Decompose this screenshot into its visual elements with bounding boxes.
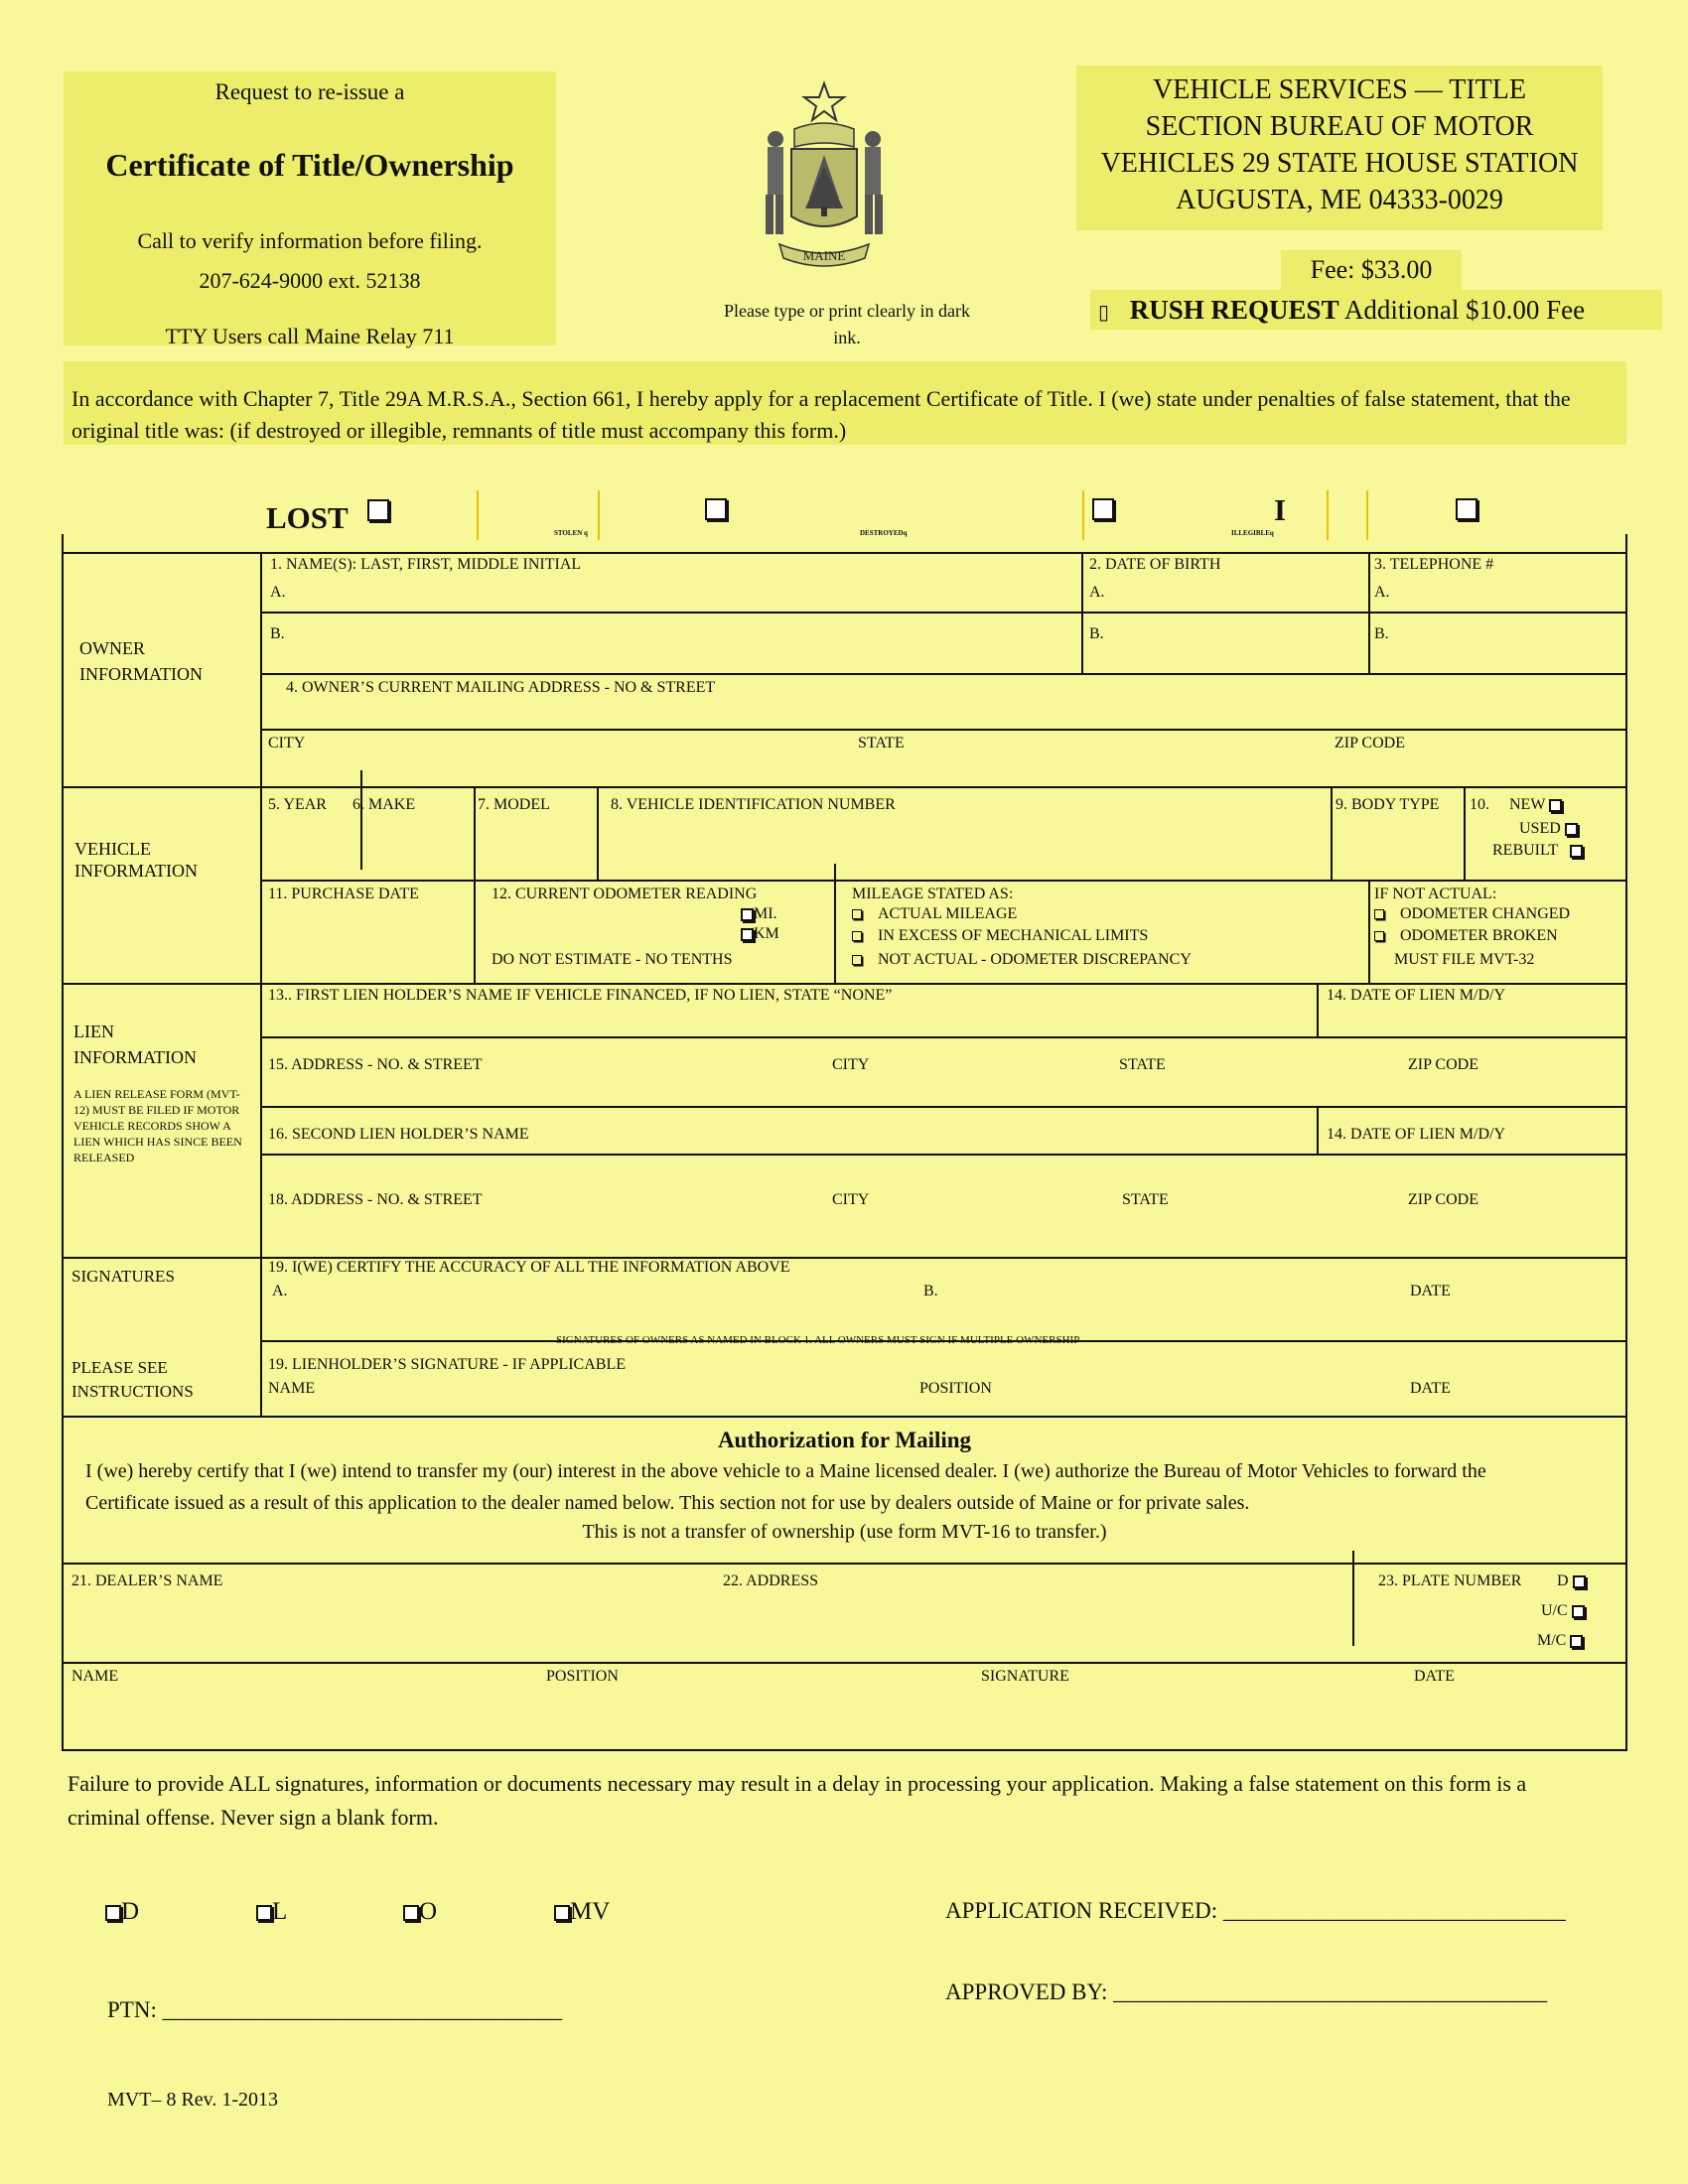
rule (62, 983, 1627, 985)
odometer-broken-label: ODOMETER BROKEN (1400, 927, 1558, 944)
rule (62, 1749, 1627, 1751)
excess-option[interactable] (852, 927, 1148, 945)
office-d-label: D (121, 1898, 140, 1925)
rule (62, 1662, 1627, 1664)
office-l-checkbox[interactable] (256, 1905, 272, 1921)
office-o-checkbox[interactable] (403, 1905, 419, 1921)
owners-sign-note: SIGNATURES OF OWNERS AS NAMED IN BLOCK 1. ALL OWNERS MUST SIGN IF MULTIPLE OWNERSHIP (556, 1334, 1080, 1346)
telephone-a-label: A. (1374, 584, 1390, 601)
mileage-stated-label: MILEAGE STATED AS: (852, 886, 1014, 902)
not-actual-label: NOT ACTUAL - ODOMETER DISCREPANCY (878, 951, 1192, 968)
form-title: Certificate of Title/Ownership (105, 147, 514, 183)
rule (260, 1106, 1627, 1108)
condition-number: 10. (1470, 796, 1489, 813)
must-file-note: MUST FILE MVT-32 (1394, 951, 1535, 968)
lienholder-signature-label: 19. LIENHOLDER’S SIGNATURE - IF APPLICABLE (268, 1356, 626, 1373)
owner-state-label: STATE (858, 735, 905, 751)
rule (1317, 1106, 1319, 1154)
rule (260, 673, 1627, 675)
seal-ribbon-text: MAINE (802, 248, 846, 263)
stolen-checkbox[interactable] (705, 498, 727, 520)
divider-mark (477, 490, 479, 540)
fee-label: Fee: $33.00 (1281, 250, 1462, 290)
divider-mark (1082, 490, 1084, 540)
new-checkbox[interactable] (1549, 799, 1562, 812)
approved-by-field[interactable]: APPROVED BY: ______________________________________ (945, 1979, 1548, 2004)
lien2-city-label: CITY (832, 1191, 870, 1208)
ink-note: Please type or print clearly in dark ink. (724, 301, 970, 347)
used-label: USED (1519, 820, 1561, 837)
rush-checkbox-icon[interactable]: ▯ (1098, 300, 1110, 324)
agency-address: VEHICLE SERVICES — TITLE SECTION BUREAU OF MOTOR VEHICLES 29 STATE HOUSE STATION AUGUSTA, ME 04333-0029 (1076, 66, 1603, 230)
telephone-b-label: B. (1374, 625, 1389, 642)
lien2-zip-label: ZIP CODE (1408, 1191, 1478, 1208)
mailing-body: I (we) hereby certify that I (we) intend to transfer my (our) interest in the above vehicle to a Maine licensed dealer. I (we) authorize the Bureau of Motor Vehicles to forward the Certificate issued as a result of this application to the dealer named below. This section not for use by dealers outside of Maine or for private sales. (85, 1460, 1486, 1514)
odometer-changed-checkbox[interactable] (1374, 909, 1384, 919)
rule (260, 1036, 1627, 1038)
rule (260, 880, 1627, 882)
telephone-label: 3. TELEPHONE # (1374, 556, 1494, 573)
owner-name-label: 1. NAME(S): LAST, FIRST, MIDDLE INITIAL (270, 556, 582, 573)
phone-number: 207-624-9000 ext. 52138 (199, 268, 421, 293)
owner-a-label: A. (270, 584, 286, 601)
second-lienholder-label: 16. SECOND LIEN HOLDER’S NAME (268, 1126, 529, 1143)
office-mv-checkbox[interactable] (554, 1905, 570, 1921)
make-label: 6. MAKE (352, 796, 416, 813)
owner-city-label: CITY (268, 735, 306, 751)
title-box (64, 71, 556, 345)
dealer-rep-name-label: NAME (71, 1668, 119, 1685)
not-actual-checkbox[interactable] (852, 955, 862, 965)
lien-section-label: LIEN INFORMATION (73, 1022, 198, 1067)
dealer-name-label: 21. DEALER’S NAME (71, 1572, 223, 1589)
not-actual-option[interactable] (852, 951, 1192, 969)
odometer-broken-checkbox[interactable] (1374, 931, 1384, 941)
mailing-title: Authorization for Mailing (717, 1428, 972, 1452)
mi-checkbox[interactable] (741, 908, 754, 921)
lien1-zip-label: ZIP CODE (1408, 1056, 1478, 1073)
excess-label: IN EXCESS OF MECHANICAL LIMITS (878, 927, 1149, 944)
status-illegible-label: ILLEGIBLEq (1231, 529, 1274, 537)
rebuilt-label: REBUILT (1492, 842, 1558, 859)
request-line: Request to re-issue a (214, 79, 405, 104)
office-o-label: O (419, 1898, 438, 1925)
rule (260, 729, 1627, 731)
rule (597, 786, 599, 880)
see-instructions-note: PLEASE SEE INSTRUCTIONS (71, 1358, 194, 1401)
rule (1368, 880, 1370, 983)
dob-label: 2. DATE OF BIRTH (1089, 556, 1221, 573)
dealer-signature-label: SIGNATURE (981, 1668, 1069, 1685)
plate-d-checkbox[interactable] (1573, 1575, 1586, 1588)
odometer-broken-option[interactable] (1374, 927, 1558, 945)
status-stolen-label: STOLEN q (554, 529, 588, 537)
lien2-state-label: STATE (1122, 1191, 1169, 1208)
if-not-actual-label: IF NOT ACTUAL: (1374, 886, 1497, 902)
rule (260, 1154, 1627, 1156)
no-estimate-note: DO NOT ESTIMATE - NO TENTHS (492, 951, 733, 968)
rule (1352, 1551, 1354, 1646)
mailing-note: This is not a transfer of ownership (use form MVT-16 to transfer.) (582, 1521, 1107, 1543)
rush-label: RUSH REQUEST (1129, 295, 1339, 325)
rush-fee: Additional $10.00 Fee (1343, 295, 1586, 325)
owner-b-label: B. (270, 625, 285, 642)
mi-label: MI. (754, 905, 777, 922)
plate-mc-label: M/C (1537, 1632, 1567, 1649)
rule (834, 864, 836, 983)
seal-graphic (740, 77, 909, 276)
second-lien-date-label: 14. DATE OF LIEN M/D/Y (1327, 1126, 1505, 1143)
dealer-address-label: 22. ADDRESS (723, 1572, 819, 1589)
form-border-left (62, 534, 64, 1751)
dealer-position-label: POSITION (546, 1668, 619, 1685)
rebuilt-checkbox[interactable] (1570, 845, 1583, 858)
plate-d-option[interactable] (1557, 1572, 1586, 1590)
lienholder-date-label: DATE (1410, 1380, 1451, 1397)
lien1-city-label: CITY (832, 1056, 870, 1073)
first-lienholder-label: 13.. FIRST LIEN HOLDER’S NAME IF VEHICLE FINANCED, IF NO LIEN, STATE “NONE” (268, 987, 893, 1004)
odometer-label: 12. CURRENT ODOMETER READING (492, 886, 758, 902)
km-option[interactable] (741, 925, 779, 943)
maine-state-seal (740, 77, 909, 276)
plate-uc-label: U/C (1541, 1602, 1568, 1619)
owner-zip-label: ZIP CODE (1335, 735, 1405, 751)
mi-option[interactable] (741, 905, 777, 923)
actual-mileage-label: ACTUAL MILEAGE (878, 905, 1018, 922)
footer-warning: Failure to provide ALL signatures, information or documents necessary may result in a delay in processing your application. Making a false statement on this form is a criminal offense. Never sign a blank form. (68, 1771, 1527, 1830)
first-lien-date-label: 14. DATE OF LIEN M/D/Y (1327, 987, 1505, 1004)
office-option-l[interactable] (256, 1898, 287, 1926)
status-lost-label: LOST (266, 500, 349, 535)
odometer-changed-option[interactable] (1374, 905, 1570, 923)
model-label: 7. MODEL (478, 796, 550, 813)
km-label: KM (754, 925, 779, 942)
signature-date-label: DATE (1410, 1283, 1451, 1299)
form-border-right (1625, 534, 1627, 1751)
rule (1464, 786, 1466, 880)
rule (260, 612, 1627, 614)
dealer-date-label: DATE (1414, 1668, 1455, 1685)
divider-mark (1327, 490, 1329, 540)
form-number: MVT– 8 Rev. 1-2013 (107, 2089, 279, 2111)
plate-mc-checkbox[interactable] (1570, 1635, 1583, 1648)
destroyed-checkbox[interactable] (1092, 498, 1114, 520)
status-illegible-mark: I (1274, 492, 1287, 527)
odometer-changed-label: ODOMETER CHANGED (1400, 905, 1571, 922)
rule (62, 1563, 1627, 1565)
plate-d-label: D (1557, 1572, 1569, 1589)
condition-rebuilt[interactable] (1492, 842, 1583, 860)
plate-uc-checkbox[interactable] (1572, 1605, 1585, 1618)
actual-mileage-checkbox[interactable] (852, 909, 862, 919)
certify-label: 19. I(WE) CERTIFY THE ACCURACY OF ALL THE INFORMATION ABOVE (268, 1259, 790, 1276)
new-label: NEW (1509, 796, 1546, 813)
lien2-address-label: 18. ADDRESS - NO. & STREET (268, 1191, 483, 1208)
plate-number-label: 23. PLATE NUMBER (1378, 1572, 1522, 1589)
rule (474, 786, 476, 983)
year-label: 5. YEAR (268, 796, 327, 813)
signature-b-label: B. (923, 1283, 938, 1299)
office-l-label: L (272, 1898, 288, 1925)
lien1-state-label: STATE (1119, 1056, 1166, 1073)
rule (1368, 552, 1370, 673)
illegible-checkbox[interactable] (1456, 498, 1477, 520)
office-option-d[interactable] (105, 1898, 139, 1926)
tty-note: TTY Users call Maine Relay 711 (165, 324, 455, 348)
rule (1081, 552, 1083, 673)
lien-release-note: A LIEN RELEASE FORM (MVT-12) MUST BE FILED IF MOTOR VEHICLE RECORDS SHOW A LIEN WHICH HAS SINCE BEEN RELEASED (73, 1087, 242, 1164)
excess-checkbox[interactable] (852, 931, 862, 941)
purchase-date-label: 11. PURCHASE DATE (268, 886, 419, 902)
divider-mark (1366, 490, 1368, 540)
office-option-o[interactable] (403, 1898, 437, 1926)
actual-mileage-option[interactable] (852, 905, 1017, 923)
condition-used[interactable] (1519, 820, 1578, 838)
vin-label: 8. VEHICLE IDENTIFICATION NUMBER (611, 796, 896, 813)
vehicle-section-label: VEHICLE INFORMATION (74, 839, 199, 881)
body-type-label: 9. BODY TYPE (1336, 796, 1440, 813)
office-d-checkbox[interactable] (105, 1905, 121, 1921)
rush-request-row[interactable] (1090, 290, 1662, 330)
owner-address-label: 4. OWNER’S CURRENT MAILING ADDRESS - NO & STREET (286, 679, 716, 696)
office-mv-label: MV (570, 1898, 611, 1925)
rule (1331, 786, 1333, 880)
divider-mark (598, 490, 600, 540)
owner-section-label: OWNER INFORMATION (79, 638, 204, 684)
office-option-mv[interactable] (554, 1898, 610, 1926)
used-checkbox[interactable] (1565, 823, 1578, 836)
statement-box: In accordance with Chapter 7, Title 29A M.R.S.A., Section 661, I hereby apply for a replacement Certificate of Title. I (we) state under penalties of false statement, that the original title was: (if destroyed or illegible, remnants of title must accompany this form.) (64, 361, 1626, 445)
status-destroyed-label: DESTROYEDq (860, 529, 908, 537)
rule (1317, 983, 1319, 1036)
lien1-address-label: 15. ADDRESS - NO. & STREET (268, 1056, 483, 1073)
rule (62, 552, 1627, 554)
application-received-field[interactable]: APPLICATION RECEIVED: ______________________________ (945, 1898, 1566, 1923)
signature-a-label: A. (272, 1283, 288, 1299)
lienholder-position-label: POSITION (919, 1380, 992, 1397)
dob-a-label: A. (1089, 584, 1105, 601)
verify-note: Call to verify information before filing. (137, 228, 483, 253)
rule (62, 786, 1627, 788)
lost-checkbox[interactable] (367, 499, 389, 521)
plate-mc-option[interactable] (1537, 1632, 1583, 1650)
dob-b-label: B. (1089, 625, 1104, 642)
km-checkbox[interactable] (741, 928, 754, 941)
plate-uc-option[interactable] (1541, 1602, 1585, 1620)
ptn-field[interactable]: PTN: ___________________________________ (107, 1997, 563, 2022)
lienholder-name-label: NAME (268, 1380, 316, 1397)
rule (62, 1416, 1627, 1418)
signatures-section-label: SIGNATURES (71, 1267, 175, 1286)
rule (360, 770, 362, 870)
condition-new[interactable] (1509, 796, 1562, 814)
